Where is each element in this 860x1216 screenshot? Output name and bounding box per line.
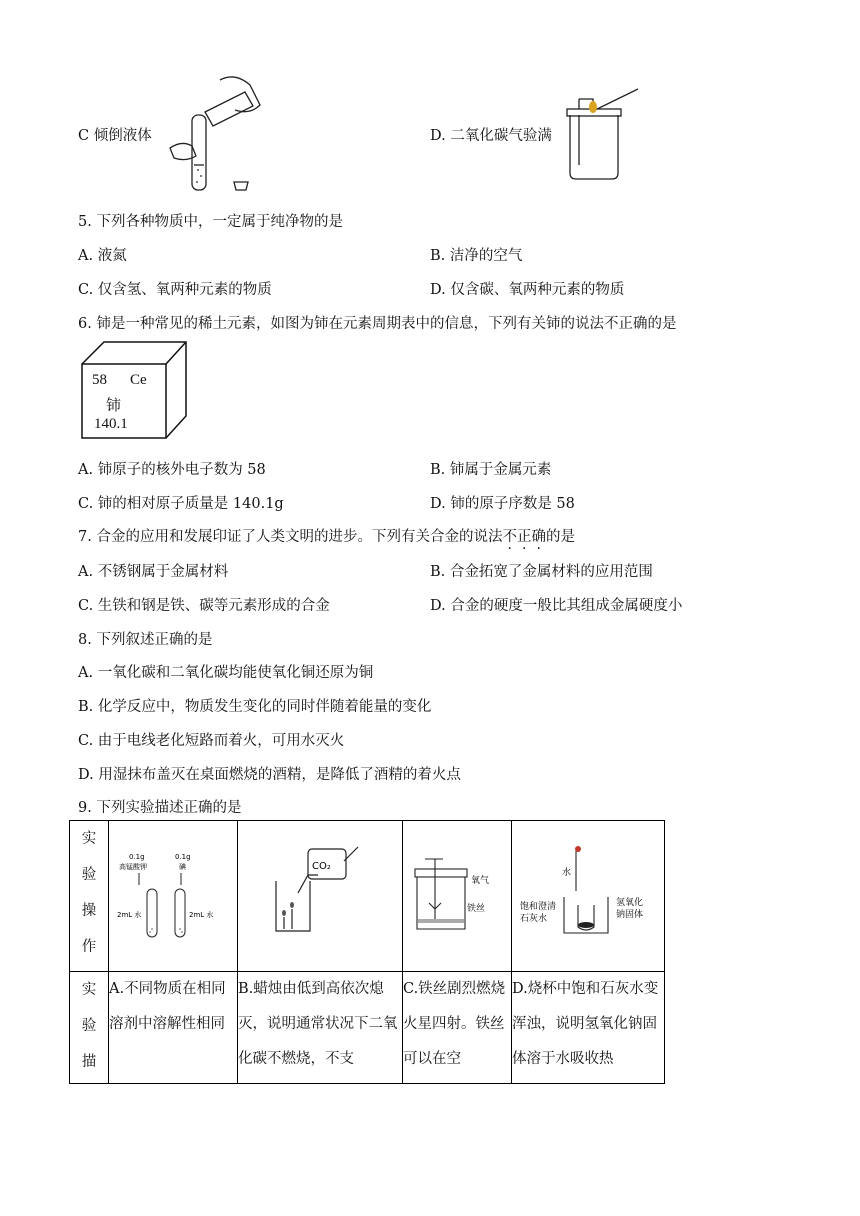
svg-text:0.1g: 0.1g [129, 853, 145, 861]
emphasis-char: 正 [516, 529, 532, 545]
svg-text:钠固体: 钠固体 [616, 910, 644, 920]
naoh-dissolve-figure [512, 821, 664, 967]
desc-c: C.铁丝剧烈燃烧火星四射。铁丝可以在空 [403, 972, 512, 1084]
dissolve-test-tubes-figure [109, 821, 237, 967]
co2-candles-figure [238, 821, 402, 967]
iron-wire-oxygen-figure [403, 821, 511, 967]
q7-option-c: C. 生铁和钢是铁、碳等元素形成的合金 [78, 598, 330, 614]
svg-text:铁丝: 铁丝 [467, 904, 486, 914]
q9-stem: 9. 下列实验描述正确的是 [78, 800, 242, 816]
svg-text:饱和澄清: 饱和澄清 [520, 902, 557, 912]
co2-full-test-figure [555, 85, 645, 185]
element-symbol: Ce [130, 372, 147, 388]
svg-text:2mL 水: 2mL 水 [189, 911, 214, 919]
q8-stem: 8. 下列叙述正确的是 [78, 632, 213, 648]
q7-option-b: B. 合金拓宽了金属材料的应用范围 [430, 564, 653, 580]
q8-option-b: B. 化学反应中，物质发生变化的同时伴随着能量的变化 [78, 699, 432, 715]
svg-text:2mL 水: 2mL 水 [117, 911, 142, 919]
svg-text:CO₂: CO₂ [312, 861, 331, 872]
q7-option-a: A. 不锈钢属于金属材料 [78, 564, 229, 580]
svg-text:碘: 碘 [179, 863, 186, 871]
desc-a: A.不同物质在相同溶剂中溶解性相同 [109, 972, 238, 1084]
q6-option-b: B. 铈属于金属元素 [430, 462, 552, 478]
pour-liquid-figure [160, 70, 280, 195]
element-name: 铈 [106, 396, 122, 414]
fig-cell-b [238, 821, 403, 972]
q4-option-c: C 倾倒液体 [78, 128, 152, 144]
experiment-table [69, 820, 665, 1084]
q8-option-c: C. 由于电线老化短路而着火，可用水灭火 [78, 733, 345, 749]
q6-option-a: A. 铈原子的核外电子数为 58 [78, 462, 266, 478]
desc-b: B.蜡烛由低到高依次熄灭，说明通常状况下二氧化碳不燃烧，不支 [238, 972, 403, 1084]
fig-cell-c [403, 821, 512, 972]
q6-option-c: C. 铈的相对原子质量是 140.1g [78, 496, 284, 512]
q5-option-b: B. 洁净的空气 [430, 248, 523, 264]
q8-option-d: D. 用湿抹布盖灭在桌面燃烧的酒精，是降低了酒精的着火点 [78, 767, 461, 783]
q8-option-a: A. 一氧化碳和二氧化碳均能使氧化铜还原为铜 [78, 665, 374, 681]
element-cell [80, 340, 190, 440]
svg-text:0.1g: 0.1g [175, 853, 191, 861]
svg-text:氧气: 氧气 [471, 876, 490, 886]
emphasis-char: 确 [531, 529, 546, 545]
q5-option-a: A. 液氮 [78, 248, 127, 264]
fig-cell-d [512, 821, 665, 972]
atomic-mass: 140.1 [94, 416, 128, 432]
svg-text:氢氧化: 氢氧化 [616, 898, 644, 908]
q5-option-d: D. 仅含碳、氧两种元素的物质 [430, 282, 625, 298]
atomic-number: 58 [92, 372, 107, 388]
svg-text:水: 水 [562, 868, 572, 878]
q5-stem: 5. 下列各种物质中，一定属于纯净物的是 [78, 214, 343, 230]
q7-option-d: D. 合金的硬度一般比其组成金属硬度小 [430, 598, 683, 614]
emphasis-char: 不 [502, 529, 517, 545]
svg-text:石灰水: 石灰水 [520, 914, 548, 924]
row-head-operation: 实 验 操 作 [70, 821, 109, 972]
q6-stem: 6. 铈是一种常见的稀土元素，如图为铈在元素周期表中的信息，下列有关铈的说法不正确的是 [78, 316, 677, 332]
row-head-description: 实 验 描 [70, 972, 109, 1084]
svg-text:高锰酸钾: 高锰酸钾 [119, 863, 147, 871]
q4-option-d: D. 二氧化碳气验满 [430, 128, 552, 144]
q5-option-c: C. 仅含氢、氧两种元素的物质 [78, 282, 272, 298]
q6-option-d: D. 铈的原子序数是 58 [430, 496, 575, 512]
q7-stem: 7. 合金的应用和发展印证了人类文明的进步。下列有关合金的说法不正确的是 [78, 529, 575, 545]
fig-cell-a [109, 821, 238, 972]
desc-d: D.烧杯中饱和石灰水变浑浊，说明氢氧化钠固体溶于水吸收热 [512, 972, 665, 1084]
